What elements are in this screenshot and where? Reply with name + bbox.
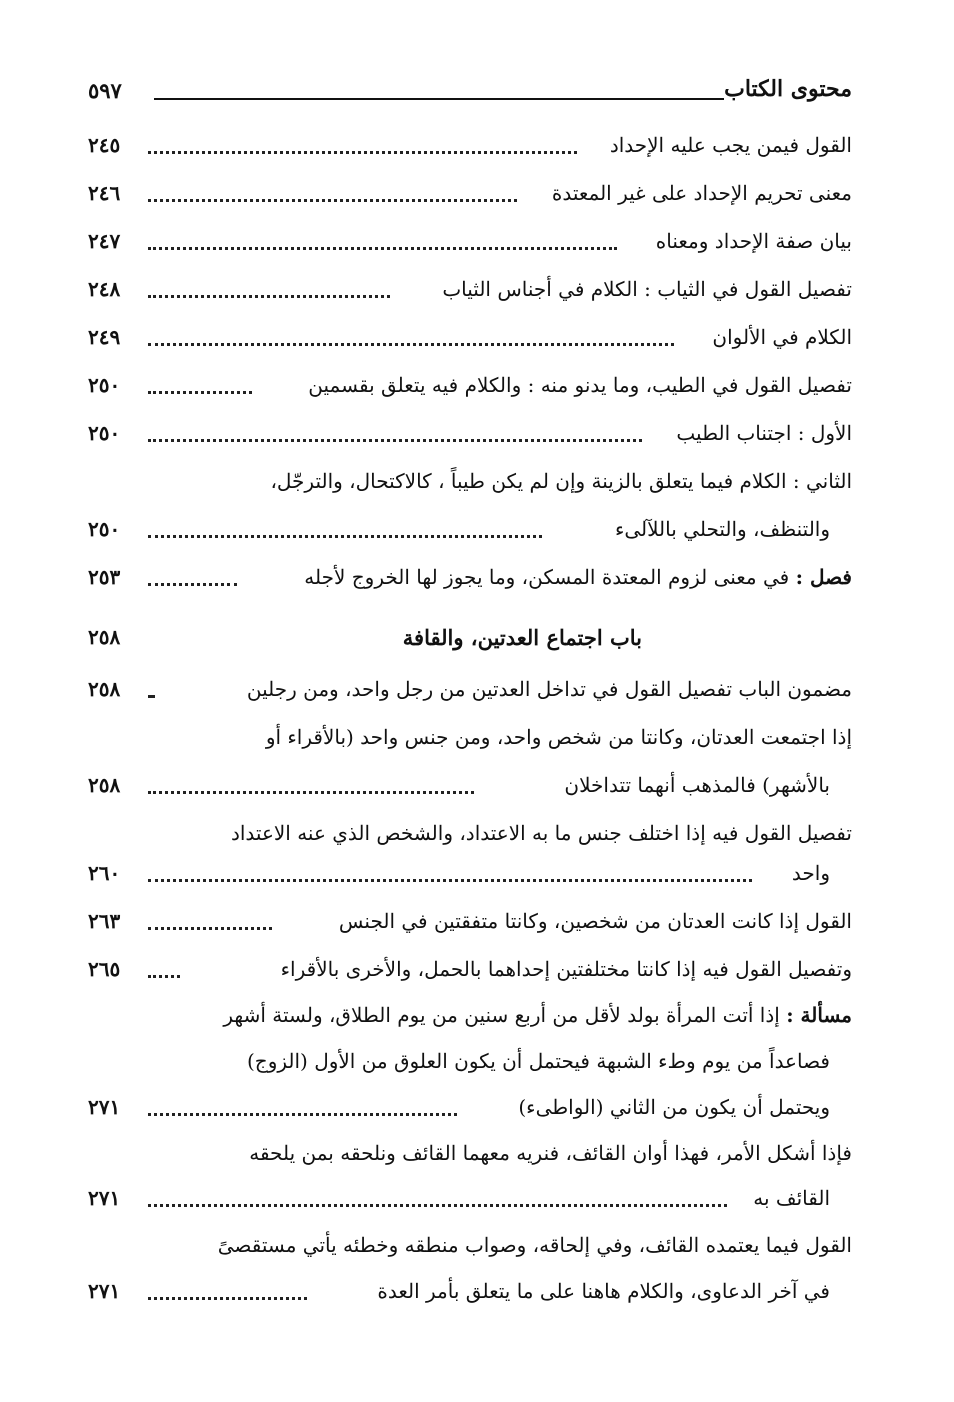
dot-leader <box>148 199 517 202</box>
toc-entry <box>88 1135 852 1175</box>
toc-entry <box>88 951 852 991</box>
entry-page: ٢٧١ <box>88 1279 121 1303</box>
entry-page: ٢٦٠ <box>88 861 121 885</box>
toc-entry-continuation <box>88 1089 852 1129</box>
entry-page: ٢٥٠ <box>88 373 121 397</box>
entry-text: فإذا أشكل الأمر، فهذا أوان القائف، فنريه معهما القائف ونلحقه بمن يلحقه <box>249 1141 852 1165</box>
chapter-heading <box>88 619 852 659</box>
entry-body: إذا أتت المرأة بولد لأقل من أربع سنين من يوم الطلاق، ولستة أشهر <box>223 1003 780 1027</box>
entry-page: ٢٥٨ <box>88 773 121 797</box>
dot-leader <box>148 295 390 298</box>
dot-leader <box>148 879 752 882</box>
entry-page: ٢٧١ <box>88 1095 121 1119</box>
entry-text: الأول : اجتناب الطيب <box>676 421 852 445</box>
entry-page: ٢٤٥ <box>88 133 121 157</box>
toc-entry <box>88 175 852 215</box>
entry-page: ٢٦٥ <box>88 957 121 981</box>
running-title: محتوى الكتاب <box>724 76 852 102</box>
toc-entry <box>88 463 852 503</box>
entry-page: ٢٥٣ <box>88 565 121 589</box>
toc-entry <box>88 903 852 943</box>
dot-leader <box>148 343 674 346</box>
entry-text: ويحتمل أن يكون من الثاني (الواطىء) <box>518 1095 830 1119</box>
entry-text: الثاني : الكلام فيما يتعلق بالزينة وإن لم يكن طيباً ، كالاكتحال، والترجّل، <box>270 469 852 493</box>
entry-text: القائف به <box>753 1186 830 1210</box>
dot-leader <box>148 1204 727 1207</box>
dot-leader <box>148 391 252 394</box>
dot-leader <box>148 1297 307 1300</box>
toc-entry <box>88 319 852 359</box>
chapter-title: باب اجتماع العدتين، والقافة <box>402 625 642 650</box>
entry-page: ٢٤٨ <box>88 277 121 301</box>
dot-leader <box>148 583 237 586</box>
entry-text: بالأشهر) فالمذهب أنهما تتداخلان <box>564 773 830 797</box>
entry-text: تفصيل القول في الطيب، وما يدنو منه : والكلام فيه يتعلق بقسمين <box>308 373 852 397</box>
dot-leader <box>148 695 154 698</box>
toc-entry <box>88 271 852 311</box>
dot-leader <box>148 439 642 442</box>
header-rule <box>154 98 724 100</box>
entry-text: والتنظف، والتحلي باللآلىء <box>614 517 830 541</box>
entry-text: مضمون الباب تفصيل القول في تداخل العدتين من رجل واحد، ومن رجلين <box>246 677 852 701</box>
toc-entry-continuation <box>88 511 852 551</box>
dot-leader <box>148 247 617 250</box>
entry-text: القول إذا كانت العدتان من شخصين، وكانتا متفقتين في الجنس <box>338 909 852 933</box>
entry-text: معنى تحريم الإحداد على غير المعتدة <box>551 181 852 205</box>
entry-label: فصل : <box>795 565 852 589</box>
entry-label: مسألة : <box>786 1003 852 1027</box>
entry-page: ٢٧١ <box>88 1186 121 1210</box>
entry-text: وتفصيل القول فيه إذا كانتا مختلفتين إحداهما بالحمل، والأخرى بالأقراء <box>280 957 852 981</box>
toc-entry <box>88 415 852 455</box>
entry-text: إذا اجتمعت العدتان، وكانتا من شخص واحد، ومن جنس واحد (بالأقراء أو <box>265 725 852 749</box>
toc-entry-continuation <box>88 767 852 807</box>
entry-page: ٢٦٣ <box>88 909 121 933</box>
dot-leader <box>148 927 272 930</box>
entry-text: تفصيل القول فيه إذا اختلف جنس ما به الاعتداد، والشخص الذي عنه الاعتداد <box>230 821 852 845</box>
toc-entry <box>88 127 852 167</box>
toc-entry <box>88 997 852 1037</box>
toc-entry-continuation <box>88 855 852 895</box>
toc-entry <box>88 1227 852 1267</box>
toc-entry <box>88 719 852 759</box>
dot-leader <box>148 535 542 538</box>
toc-entry-continuation <box>88 1180 852 1220</box>
dot-leader <box>148 791 474 794</box>
entry-text: بيان صفة الإحداد ومعناه <box>655 229 852 253</box>
entry-page: ٢٤٩ <box>88 325 121 349</box>
toc-entry <box>88 367 852 407</box>
entry-body: في معنى لزوم المعتدة المسكن، وما يجوز لها الخروج لأجله <box>304 565 790 589</box>
entry-text: القول فيمن يجب عليه الإحداد <box>609 133 852 157</box>
entry-text: في آخر الدعاوى، والكلام هاهنا على ما يتعلق بأمر العدة <box>377 1279 830 1303</box>
entry-page: ٢٥٠ <box>88 517 121 541</box>
header-page-number: ٥٩٧ <box>88 78 122 103</box>
entry-text: تفصيل القول في الثياب : الكلام في أجناس الثياب <box>442 277 852 301</box>
entry-text <box>304 565 852 589</box>
dot-leader <box>148 151 577 154</box>
toc-entry-continuation <box>88 1043 852 1083</box>
page-header <box>88 76 852 112</box>
entry-page: ٢٥٨ <box>88 677 121 701</box>
entry-page: ٢٥٨ <box>88 625 121 649</box>
dot-leader <box>148 975 180 978</box>
toc-entry <box>88 671 852 711</box>
toc-entry <box>88 815 852 855</box>
entry-text: الكلام في الألوان <box>712 325 852 349</box>
entry-page: ٢٤٧ <box>88 229 121 253</box>
entry-text <box>223 1003 852 1027</box>
dot-leader <box>148 1113 457 1116</box>
toc-entry <box>88 223 852 263</box>
entry-text: فصاعداً من يوم وطء الشبهة فيحتمل أن يكون العلوق من الأول (الزوج) <box>246 1049 830 1073</box>
entry-page: ٢٥٠ <box>88 421 121 445</box>
toc-entry <box>88 559 852 599</box>
entry-text: القول فيما يعتمده القائف، وفي إلحاقه، وصواب منطقه وخطئه يأتي مستقصىً <box>217 1233 852 1257</box>
toc-entry-continuation <box>88 1273 852 1313</box>
entry-text: واحد <box>791 861 830 885</box>
entry-page: ٢٤٦ <box>88 181 121 205</box>
